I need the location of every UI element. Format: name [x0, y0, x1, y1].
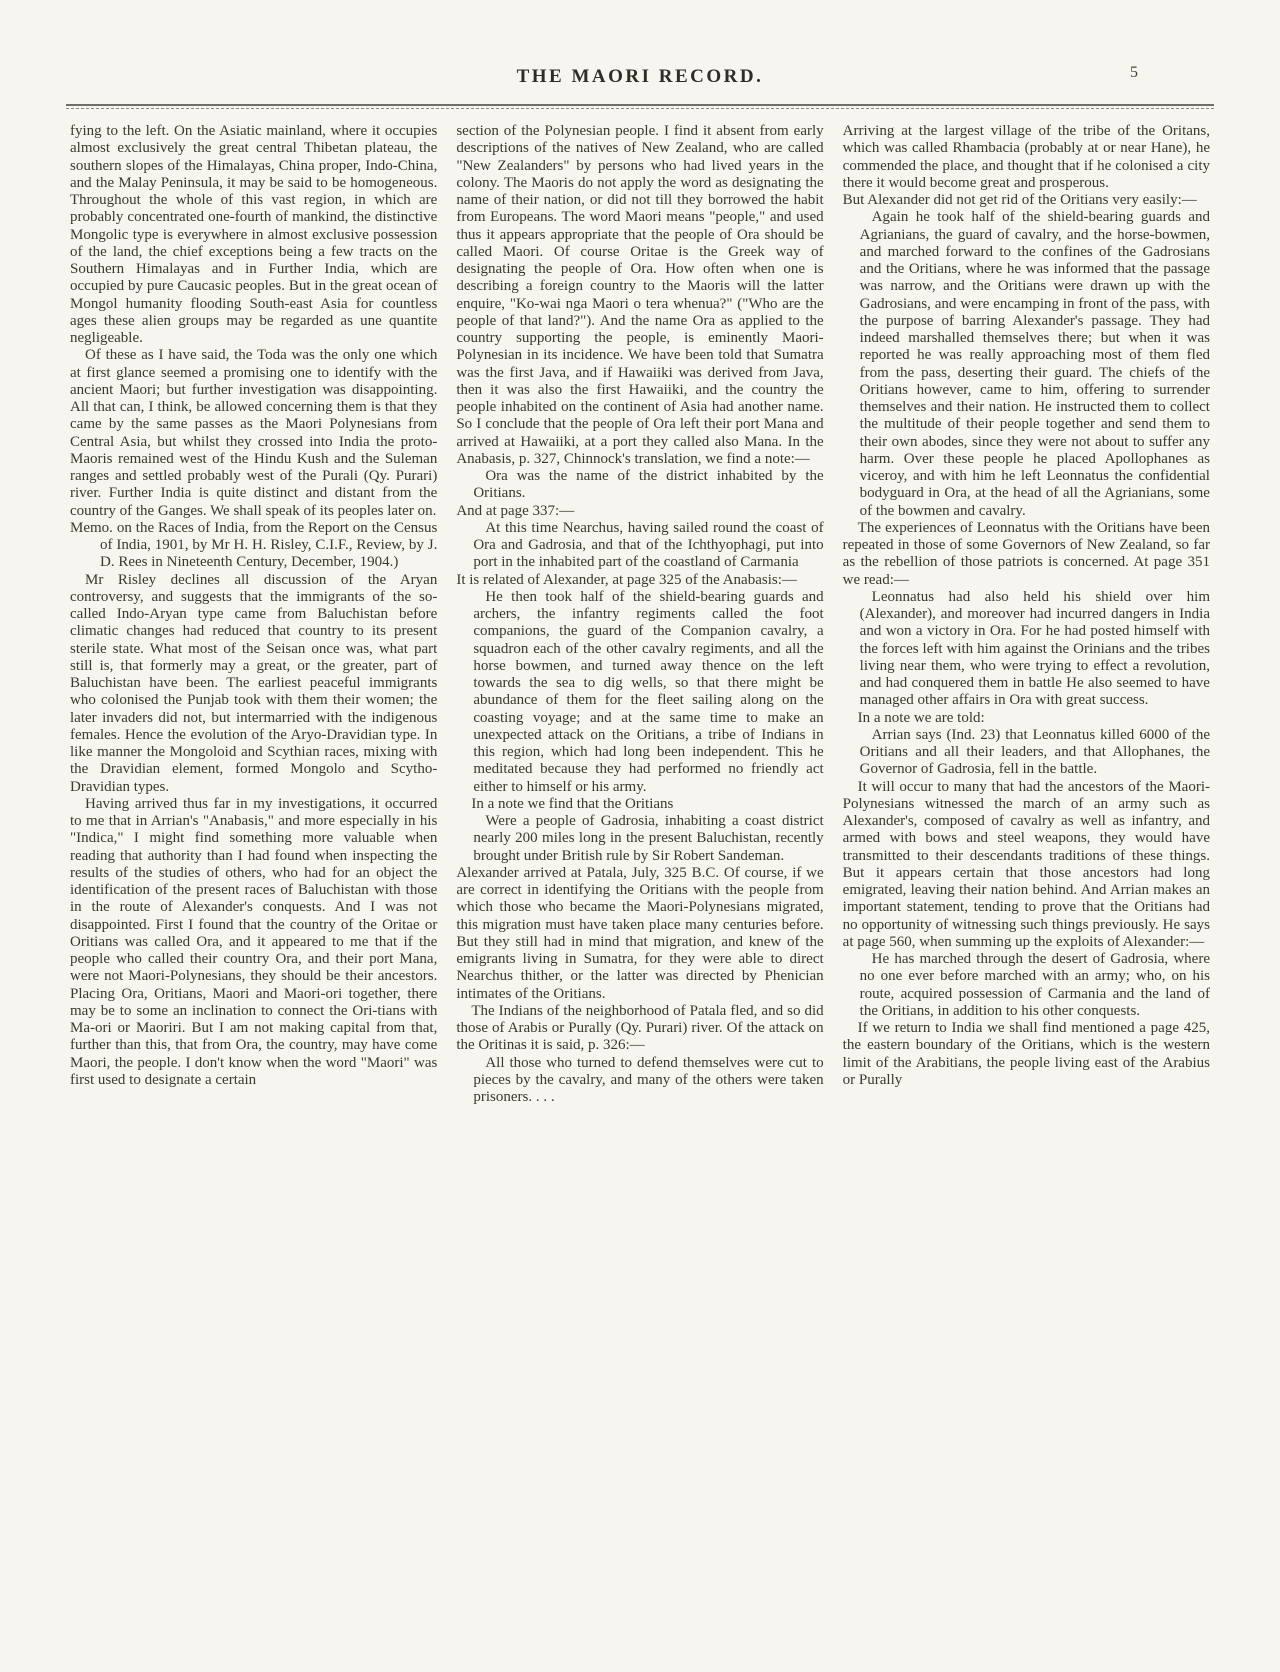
paragraph: But Alexander did not get rid of the Oritians very easily:— — [842, 192, 1197, 208]
column-1 — [70, 123, 437, 1106]
quote-paragraph: At this time Nearchus, having sailed round the coast of Ora and Gadrosia, and that of the Ichthyophagi, put into port in the inhabited part of the coastland of Carmania — [473, 519, 824, 571]
paragraph: Mr Risley declines all discussion of the Aryan controversy, and suggests that the immigrants of the so-called Indo-Aryan type came from Baluchistan before climatic changes had reduced that country to its present sterile state. What most of the Seisan once was, what part still is, that formerly may a great, or the greater, part of Baluchistan have been. The earliest peaceful immigrants who colonised the Punjab took with them their women; the later invaders did not, but intermarried with the indigenous females. Hence the evolution of the Aryo-Dravidian type. In like manner the Mongoloid and Scythian races, mixing with the Dravidian element, formed Mongolo and Scytho-Dravidian types. — [70, 571, 438, 795]
paragraph: fying to the left. On the Asiatic mainland, where it occupies almost exclusively the great central Thibetan plateau, the southern slopes of the Himalayas, China proper, Indo-China, and the Malay Peninsula, it may be said to be homogeneous. Throughout the whole of this vast region, in which are probably concentrated one-fourth of mankind, the distinctive Mongolic type is everywhere in almost exclusive possession of the land, the chief exceptions being a few tracts on the Southern Himalayas and in Further India, which are occupied by pure Caucasic peoples. But in the great ocean of Mongol humanity flooding South-east Asia for countless ages these alien groups may be regarded as une quantite negligeable. — [70, 123, 438, 346]
text-columns — [0, 109, 1280, 1106]
quote-paragraph: Were a people of Gadrosia, inhabiting a coast district nearly 200 miles long in the present Baluchistan, recently brought under British rule by Sir Robert Sandeman. — [473, 813, 824, 864]
column-3 — [843, 123, 1210, 1106]
page-title: THE MAORI RECORD. — [516, 66, 764, 87]
paragraph: In a note we find that the Oritians — [471, 795, 674, 812]
paragraph: And at page 337:— — [456, 502, 575, 519]
paragraph: The Indians of the neighborhood of Patala fled, and so did those of Arabis or Purally (Qy. Purari) river. Of the attack on the Oritinas it is said, p. 326:— — [456, 1002, 824, 1054]
quote-paragraph: Ora was the name of the district inhabited by the Oritians. — [473, 468, 824, 502]
paragraph: Arriving at the largest village of the tribe of the Oritans, which was called Rhambacia (probably at or near Hane), he commended the place, and thought that if he colonised a city there it would become great and prosperous. — [842, 123, 1210, 191]
page-header — [0, 0, 1280, 96]
page-number: 5 — [1130, 64, 1138, 81]
paragraph: Alexander arrived at Patala, July, 325 B.C. Of course, if we are correct in identifying the Oritians with the people from which those who became the Maori-Polynesians migrated, this migration must have taken place many centuries before. But they still had in mind that migration, and knew of the emigrants living in Sumatra, for they were able to direct Nearchus thither, or the latter was directed by Phenician intimates of the Oritians. — [456, 864, 824, 1002]
paragraph: Of these as I have said, the Toda was the only one which at first glance seemed a promising one to identify with the ancient Maori; but further investigation was disappointing. All that can, I think, be allowed concerning them is that they came by the same passes as the Maori Polynesians from Central Asia, but whilst they crossed into India the proto-Maoris remained west of the Hindu Kush and the Suleman ranges and settled probably west of the Purali (Qy. Purari) river. Further India is quite distinct and distant from the country of the Ganges. We shall speak of its peoples later on. — [70, 347, 438, 519]
quote-paragraph: Leonnatus had also held his shield over him (Alexander), and moreover had incurred dangers in India and won a victory in Ora. For he had posted himself with the forces left with him against the Orinians and the tribes living near them, who were trying to effect a revolution, and had conquered them in battle He also seemed to have managed other affairs in Ora with great success. — [859, 588, 1210, 709]
quote-paragraph: All those who turned to defend themselves were cut to pieces by the cavalry, and many of the others were taken prisoners. . . . — [473, 1054, 824, 1105]
paragraph: If we return to India we shall find mentioned a page 425, the eastern boundary of the Oritians, which is the western limit of the Arabitians, the people living east of the Arabius or Purally — [842, 1020, 1210, 1088]
paragraph: In a note we are told: — [857, 709, 985, 726]
quote-paragraph: Arrian says (Ind. 23) that Leonnatus killed 6000 of the Oritians and all their leaders, and that Allophanes, the Governor of Gadrosia, fell in the battle. — [859, 726, 1210, 778]
column-2 — [456, 123, 823, 1106]
paragraph: It will occur to many that had the ancestors of the Maori-Polynesians witnessed the march of an army such as Alexander's, composed of cavalry as well as infantry, and armed with bows and steel weapons, they would have transmitted to their descendants traditions of these things. But it appears certain that those ancestors had long emigrated, leaving their nation behind. And Arrian makes an important statement, tending to prove that the Oritians had no opportunity of witnessing such things previously. He says at page 560, when summing up the exploits of Alexander:— — [842, 778, 1210, 950]
quote-paragraph: Again he took half of the shield-bearing guards and Agrianians, the guard of cavalry, and the horse-bowmen, and marched forward to the confines of the Gadrosians and the Oritians, where he was informed that the passage was narrow, and the Oritians were drawn up with the Gadrosians, and were encamping in front of the pass, with the purpose of barring Alexander's passage. They had indeed marshalled themselves there; but when it was reported he was really approaching most of them fled from the pass, deserting their guard. The chiefs of the Oritians however, came to him, offering to surrender themselves and their nation. He instructed them to collect the multitude of their people together and send them to their own abodes, since they were not about to suffer any harm. Over these people he placed Apollophanes as viceroy, and with him he left Leonnatus the confidential bodyguard in Ora, at the head of all the Agrianians, some of the bowmen and cavalry. — [859, 209, 1210, 519]
paragraph: It is related of Alexander, at page 325 of the Anabasis:— — [456, 571, 797, 588]
paragraph: Memo. on the Races of India, from the Report on the Census of India, 1901, by Mr H. H. Risley, C.I.F., Review, by J. D. Rees in Nineteenth Century, December, 1904.) — [70, 519, 438, 571]
paragraph: Having arrived thus far in my investigations, it occurred to me that in Arrian's "Anabasis," and more especially in his "Indica," I might find something more valuable when reading that authority than I had found when inspecting the results of the studies of others, who had for an object the identification of the present races of Baluchistan with those in the route of Alexander's conquests. And I was not disappointed. First I found that the country of the Oritae or Oritians was called Ora, and it appeared to me that if the people who called their country Ora, and their port Mana, were not Maori-Polynesians, they should be their ancestors. Placing Ora, Oritians, Maori and Maori-ori together, there may be to some an inclination to connect the Ori-tians with Ma-ori or Maoriri. But I am not making capital from that, further than this, that from Ora, the country, may have come Maori, the people. I don't know when the word "Maori" was first used to designate a certain — [70, 795, 438, 1088]
paragraph: section of the Polynesian people. I find it absent from early descriptions of the natives of New Zealand, who are called "New Zealanders" by persons who had lived years in the colony. The Maoris do not apply the word as designating the name of their nation, or did not till they borrowed the habit from Europeans. The word Maori means "people," and used thus it appears appropriate that the people of Ora should be called Maori. Of course Oritae is the Greek way of designating the people of Ora. How often when one is describing a foreign country to the Maoris will the latter enquire, "Ko-wai nga Maori o tera whenua?" ("Who are the people of that land?"). And the name Ora as applied to the country supporting the people, is eminently Maori-Polynesian in its incidence. We have been told that Sumatra was the first Java, and if Hawaiiki was derived from Java, then it was also the first Hawaiiki, and the country the people inhabited on the continent of Asia had another name. So I conclude that the people of Ora left their port Mana and arrived at Hawaiiki, at a port they called also Mana. In the Anabasis, p. 327, Chinnock's translation, we find a note:— — [456, 123, 824, 467]
quote-paragraph: He then took half of the shield-bearing guards and archers, the infantry regiments called the foot companions, the guard of the Companion cavalry, a squadron each of the other cavalry regiments, and all the horse bowmen, and turned away thence on the left towards the sea to dig wells, so that there might be abundance of them for the fleet sailing along on the coasting voyage; and at the same time to make an unexpected attack on the Oritians, a tribe of Indians in this region, which had long been independent. This he meditated because they had performed no friendly act either to himself or his army. — [473, 588, 824, 795]
quote-paragraph: He has marched through the desert of Gadrosia, where no one ever before marched with an army; who, on his route, acquired possession of Carmania and the land of the Oritians, in addition to his other conquests. — [859, 951, 1210, 1019]
paragraph: The experiences of Leonnatus with the Oritians have been repeated in those of some Governors of New Zealand, so far as the rebellion of those patriots is concerned. At page 351 we read:— — [842, 519, 1210, 588]
